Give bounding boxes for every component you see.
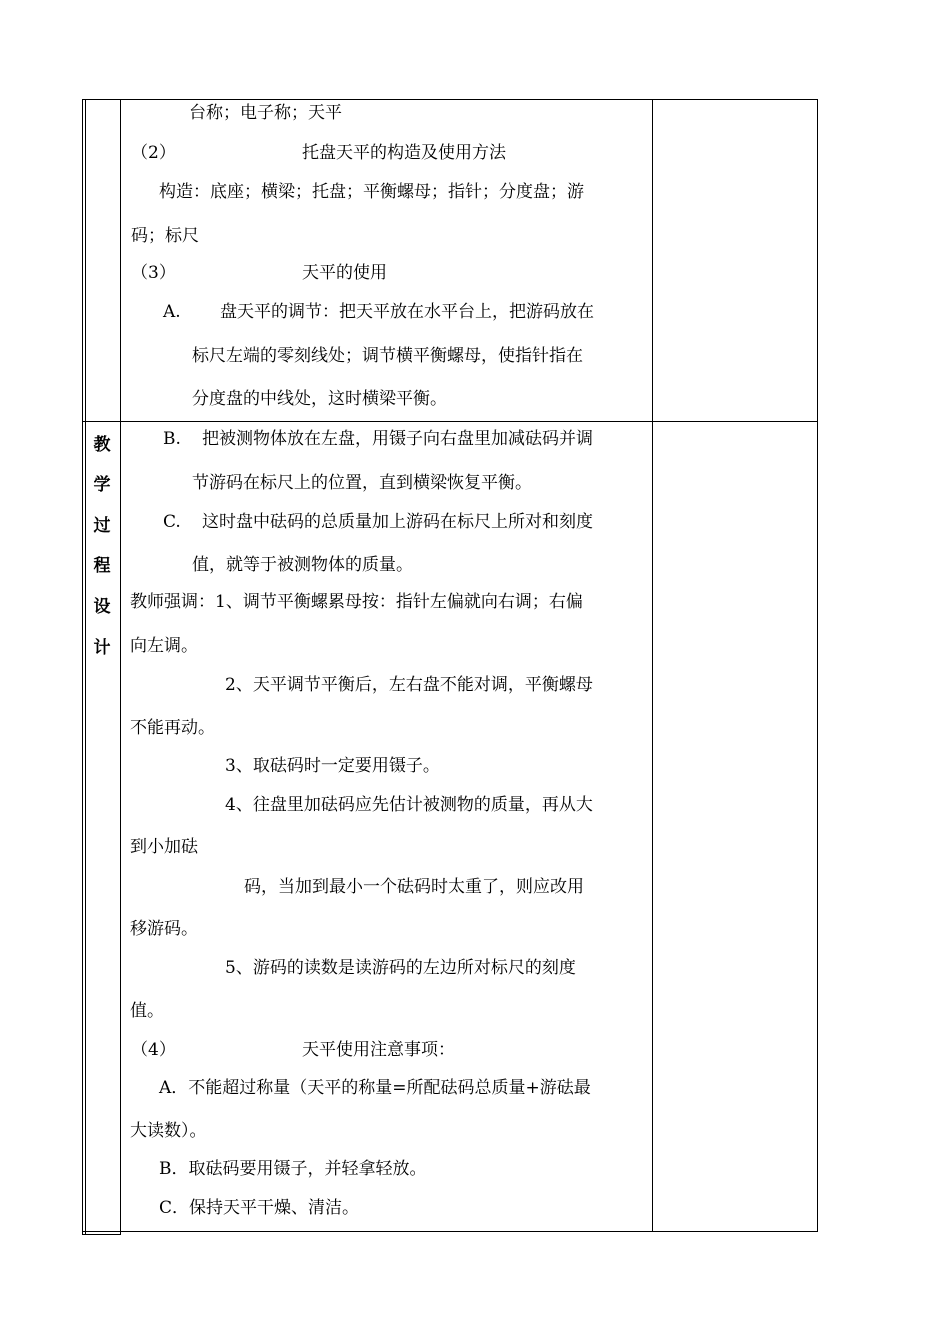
section-title: 托盘天平的构造及使用方法 [302, 143, 506, 163]
table-bottom-border-outer [82, 1234, 121, 1235]
text-line: A．不能超过称量（天平的称量=所配砝码总质量+游砝最 [159, 1078, 591, 1098]
text-line: 值。 [130, 1001, 164, 1021]
text-line: 向左调。 [130, 636, 198, 656]
text-line: 到小加砝 [130, 837, 198, 857]
section-number: （4） [131, 1040, 176, 1060]
item-marker: A. [163, 302, 181, 322]
text-line: 标尺左端的零刻线处；调节横平衡螺母，使指针指在 [192, 346, 583, 366]
section-number: （3） [131, 263, 176, 283]
text-line: 2、天平调节平衡后，左右盘不能对调，平衡螺母 [225, 675, 593, 695]
text-line: 教师强调：1、调节平衡螺累母按：指针左偏就向右调；右偏 [130, 592, 583, 612]
text-line: 3、取砝码时一定要用镊子。 [225, 756, 440, 776]
right-border [817, 99, 818, 1232]
text-line: 节游码在标尺上的位置，直到横梁恢复平衡。 [192, 473, 532, 493]
text-line: 构造：底座；横梁；托盘；平衡螺母；指针；分度盘；游 [159, 182, 584, 202]
text-line: 不能再动。 [130, 718, 215, 738]
row-divider [82, 421, 818, 422]
text-line: C．保持天平干燥、清洁。 [159, 1198, 360, 1218]
table-top-border [82, 99, 818, 100]
table-bottom-border [82, 1231, 652, 1232]
side-label-char: 程 [93, 556, 111, 576]
text-line: 码，当加到最小一个砝码时太重了，则应改用 [244, 877, 584, 897]
section-number: （2） [131, 143, 176, 163]
notes-column-divider [652, 99, 653, 1232]
side-label-char: 教 [93, 435, 111, 455]
side-label-char: 设 [93, 597, 111, 617]
text-line: 5、游码的读数是读游码的左边所对标尺的刻度 [225, 958, 576, 978]
text-line: 这时盘中砝码的总质量加上游码在标尺上所对和刻度 [202, 512, 593, 532]
text-line: 移游码。 [130, 919, 198, 939]
section-title: 天平使用注意事项： [302, 1040, 455, 1060]
item-marker: B. [163, 429, 181, 449]
text-line: 台称；电子称；天平 [189, 103, 342, 123]
text-line: 把被测物体放在左盘，用镊子向右盘里加减砝码并调 [202, 429, 593, 449]
text-line: 4、往盘里加砝码应先估计被测物的质量，再从大 [225, 795, 593, 815]
text-line: 码；标尺 [131, 226, 199, 246]
left-border-inner [85, 99, 86, 1235]
text-line: 大读数）。 [130, 1121, 207, 1141]
side-label-char: 学 [93, 475, 111, 495]
text-line: B．取砝码要用镊子，并轻拿轻放。 [159, 1159, 427, 1179]
left-border-outer [82, 99, 83, 1235]
text-line: 分度盘的中线处，这时横梁平衡。 [192, 389, 447, 409]
text-line: 盘天平的调节：把天平放在水平台上，把游码放在 [220, 302, 594, 322]
side-label-char: 过 [93, 516, 111, 536]
item-marker: C. [163, 512, 181, 532]
section-title: 天平的使用 [302, 263, 387, 283]
side-label-char: 计 [93, 638, 111, 658]
text-line: 值，就等于被测物体的质量。 [192, 555, 413, 575]
table-bottom-border-right [652, 1231, 818, 1232]
label-column-divider [120, 99, 121, 1235]
